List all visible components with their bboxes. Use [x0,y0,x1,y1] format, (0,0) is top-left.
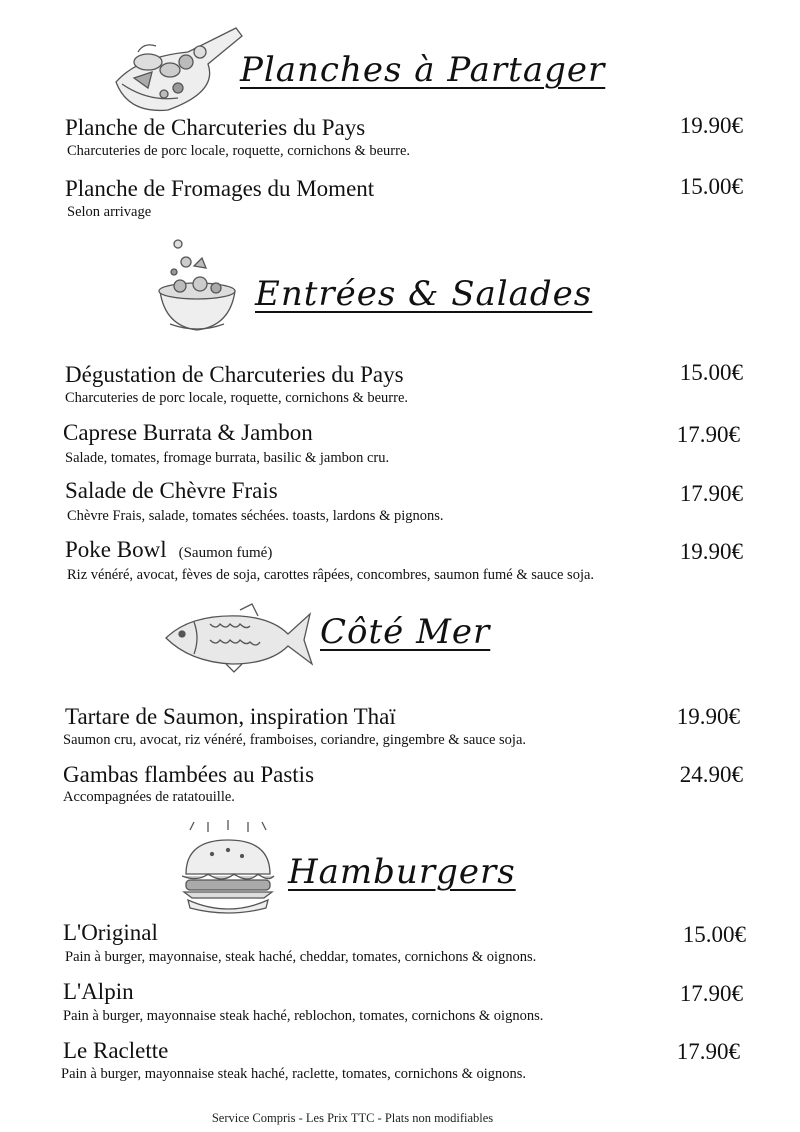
salad-bowl-icon [150,236,245,336]
item-price: 19.90€ [679,113,743,138]
item-description: Chèvre Frais, salade, tomates séchées. toasts, lardons & pignons. [67,508,444,524]
item-description: Accompagnées de ratatouille. [63,789,235,805]
item-name-text: Poke Bowl [65,537,167,562]
section-title-entrees: Entrées & Salades [255,274,593,314]
item-price: 17.90€ [679,981,743,1006]
item-price: 19.90€ [676,704,740,729]
burger-icon [178,818,278,918]
item-description: Charcuteries de porc locale, roquette, cornichons & beurre. [65,390,409,406]
item-name: Tartare de Saumon, inspiration Thaï [65,704,396,729]
item-name: Planche de Fromages du Moment [65,176,375,201]
item-price: 24.90€ [679,762,743,787]
item-description: Pain à burger, mayonnaise steak haché, reblochon, tomates, cornichons & oignons. [63,1008,544,1024]
item-description: Selon arrivage [67,204,152,220]
item-price: 15.00€ [682,922,746,947]
item-name: Planche de Charcuteries du Pays [65,115,366,140]
item-name: Dégustation de Charcuteries du Pays [65,362,404,387]
item-name: Salade de Chèvre Frais [65,478,278,503]
item-name: L'Original [63,920,158,945]
section-title-cote-mer: Côté Mer [320,612,491,652]
item-description: Riz vénéré, avocat, fèves de soja, carottes râpées, concombres, saumon fumé & sauce soja. [67,567,595,583]
item-name [65,537,272,563]
item-name: L'Alpin [63,979,134,1004]
fish-icon [160,600,315,675]
item-description: Salade, tomates, fromage burrata, basilic & jambon cru. [65,450,390,466]
charcuterie-board-icon [108,22,248,117]
section-title-hamburgers: Hamburgers [288,852,516,892]
footer-note: Service Compris - Les Prix TTC - Plats non modifiables [211,1111,494,1125]
item-description: Charcuteries de porc locale, roquette, cornichons & beurre. [67,143,411,159]
item-price: 17.90€ [679,481,743,506]
item-name: Le Raclette [63,1038,169,1063]
item-price: 15.00€ [679,360,743,385]
item-description: Saumon cru, avocat, riz vénéré, framboises, coriandre, gingembre & sauce soja. [63,732,527,748]
item-note: (Saumon fumé) [178,545,273,561]
item-price: 19.90€ [679,539,743,564]
item-name: Gambas flambées au Pastis [63,762,315,787]
item-description: Pain à burger, mayonnaise steak haché, raclette, tomates, cornichons & oignons. [61,1066,527,1082]
item-name: Caprese Burrata & Jambon [63,420,313,445]
section-title-planches: Planches à Partager [240,50,606,90]
item-price: 17.90€ [676,1039,740,1064]
item-description: Pain à burger, mayonnaise, steak haché, cheddar, tomates, cornichons & oignons. [65,949,537,965]
item-price: 17.90€ [676,422,740,447]
item-price: 15.00€ [679,174,743,199]
